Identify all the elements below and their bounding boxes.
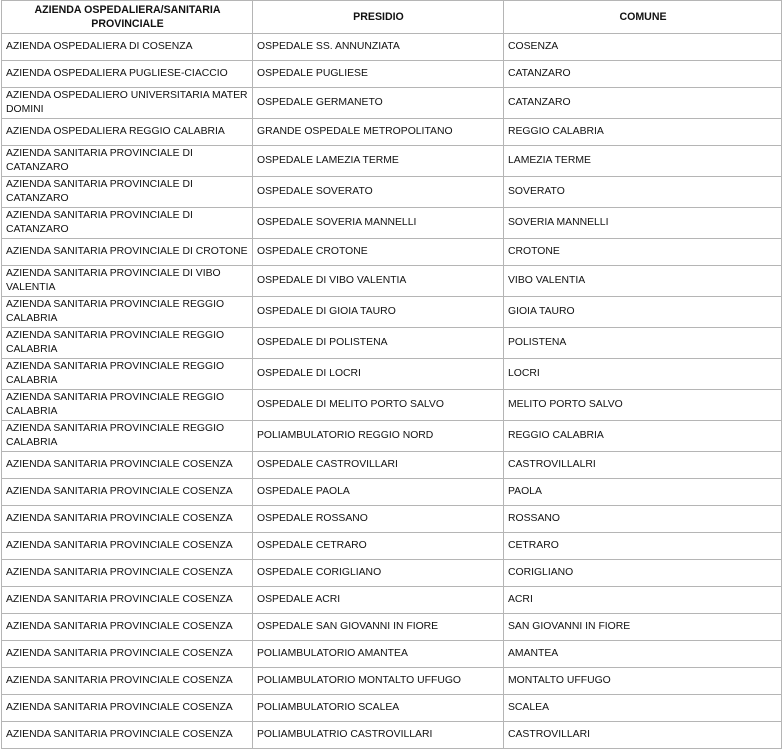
cell-azienda: AZIENDA SANITARIA PROVINCIALE COSENZA bbox=[2, 641, 253, 668]
cell-presidio: OSPEDALE DI LOCRI bbox=[253, 359, 504, 390]
table-row bbox=[2, 328, 782, 359]
table-row bbox=[2, 695, 782, 722]
cell-presidio: POLIAMBULATORIO SCALEA bbox=[253, 695, 504, 722]
table-row bbox=[2, 239, 782, 266]
cell-azienda: AZIENDA SANITARIA PROVINCIALE COSENZA bbox=[2, 560, 253, 587]
table-row bbox=[2, 34, 782, 61]
table-row bbox=[2, 421, 782, 452]
cell-presidio: POLIAMBULATORIO REGGIO NORD bbox=[253, 421, 504, 452]
cell-comune: CASTROVILLALRI bbox=[504, 452, 782, 479]
table-row bbox=[2, 390, 782, 421]
cell-azienda: AZIENDA SANITARIA PROVINCIALE COSENZA bbox=[2, 668, 253, 695]
cell-presidio: OSPEDALE SOVERATO bbox=[253, 177, 504, 208]
hospital-table bbox=[1, 0, 782, 749]
cell-presidio: POLIAMBULATRIO CASTROVILLARI bbox=[253, 722, 504, 749]
table-row bbox=[2, 452, 782, 479]
cell-azienda: AZIENDA SANITARIA PROVINCIALE DI CATANZARO bbox=[2, 146, 253, 177]
cell-comune: ROSSANO bbox=[504, 506, 782, 533]
cell-comune: COSENZA bbox=[504, 34, 782, 61]
cell-comune: CROTONE bbox=[504, 239, 782, 266]
cell-presidio: GRANDE OSPEDALE METROPOLITANO bbox=[253, 119, 504, 146]
table-header-row bbox=[2, 1, 782, 34]
cell-azienda: AZIENDA SANITARIA PROVINCIALE DI CATANZARO bbox=[2, 208, 253, 239]
cell-azienda: AZIENDA SANITARIA PROVINCIALE DI CATANZARO bbox=[2, 177, 253, 208]
cell-comune: CASTROVILLARI bbox=[504, 722, 782, 749]
cell-comune: MONTALTO UFFUGO bbox=[504, 668, 782, 695]
table-row bbox=[2, 119, 782, 146]
cell-comune: SOVERIA MANNELLI bbox=[504, 208, 782, 239]
cell-azienda: AZIENDA SANITARIA PROVINCIALE COSENZA bbox=[2, 533, 253, 560]
table-row bbox=[2, 614, 782, 641]
cell-presidio: OSPEDALE CORIGLIANO bbox=[253, 560, 504, 587]
cell-presidio: OSPEDALE CASTROVILLARI bbox=[253, 452, 504, 479]
header-azienda: AZIENDA OSPEDALIERA/SANITARIA PROVINCIALE bbox=[2, 1, 253, 34]
cell-azienda: AZIENDA SANITARIA PROVINCIALE REGGIO CALABRIA bbox=[2, 359, 253, 390]
cell-presidio: OSPEDALE PAOLA bbox=[253, 479, 504, 506]
cell-comune: REGGIO CALABRIA bbox=[504, 119, 782, 146]
cell-comune: SAN GIOVANNI IN FIORE bbox=[504, 614, 782, 641]
table-row bbox=[2, 208, 782, 239]
cell-presidio: OSPEDALE PUGLIESE bbox=[253, 61, 504, 88]
table-row bbox=[2, 359, 782, 390]
cell-comune: MELITO PORTO SALVO bbox=[504, 390, 782, 421]
cell-azienda: AZIENDA SANITARIA PROVINCIALE COSENZA bbox=[2, 614, 253, 641]
cell-comune: SCALEA bbox=[504, 695, 782, 722]
cell-azienda: AZIENDA SANITARIA PROVINCIALE COSENZA bbox=[2, 452, 253, 479]
cell-presidio: OSPEDALE LAMEZIA TERME bbox=[253, 146, 504, 177]
cell-comune: CATANZARO bbox=[504, 88, 782, 119]
header-comune: COMUNE bbox=[504, 1, 782, 34]
cell-presidio: OSPEDALE DI GIOIA TAURO bbox=[253, 297, 504, 328]
cell-presidio: OSPEDALE DI POLISTENA bbox=[253, 328, 504, 359]
cell-azienda: AZIENDA SANITARIA PROVINCIALE REGGIO CALABRIA bbox=[2, 390, 253, 421]
table-row bbox=[2, 506, 782, 533]
cell-comune: CATANZARO bbox=[504, 61, 782, 88]
cell-comune: VIBO VALENTIA bbox=[504, 266, 782, 297]
cell-presidio: OSPEDALE SOVERIA MANNELLI bbox=[253, 208, 504, 239]
cell-azienda: AZIENDA SANITARIA PROVINCIALE REGGIO CALABRIA bbox=[2, 421, 253, 452]
cell-azienda: AZIENDA OSPEDALIERO UNIVERSITARIA MATER DOMINI bbox=[2, 88, 253, 119]
table-row bbox=[2, 560, 782, 587]
cell-azienda: AZIENDA SANITARIA PROVINCIALE COSENZA bbox=[2, 722, 253, 749]
cell-presidio: OSPEDALE ROSSANO bbox=[253, 506, 504, 533]
cell-azienda: AZIENDA OSPEDALIERA DI COSENZA bbox=[2, 34, 253, 61]
cell-presidio: OSPEDALE CETRARO bbox=[253, 533, 504, 560]
cell-azienda: AZIENDA SANITARIA PROVINCIALE COSENZA bbox=[2, 506, 253, 533]
cell-azienda: AZIENDA SANITARIA PROVINCIALE COSENZA bbox=[2, 587, 253, 614]
cell-presidio: OSPEDALE SS. ANNUNZIATA bbox=[253, 34, 504, 61]
cell-comune: GIOIA TAURO bbox=[504, 297, 782, 328]
cell-presidio: OSPEDALE SAN GIOVANNI IN FIORE bbox=[253, 614, 504, 641]
table-row bbox=[2, 146, 782, 177]
cell-comune: PAOLA bbox=[504, 479, 782, 506]
cell-comune: LAMEZIA TERME bbox=[504, 146, 782, 177]
table-row bbox=[2, 722, 782, 749]
cell-azienda: AZIENDA SANITARIA PROVINCIALE DI CROTONE bbox=[2, 239, 253, 266]
table-row bbox=[2, 479, 782, 506]
table-body bbox=[2, 34, 782, 749]
cell-comune: CETRARO bbox=[504, 533, 782, 560]
cell-comune: REGGIO CALABRIA bbox=[504, 421, 782, 452]
cell-comune: ACRI bbox=[504, 587, 782, 614]
cell-presidio: POLIAMBULATORIO MONTALTO UFFUGO bbox=[253, 668, 504, 695]
table-row bbox=[2, 641, 782, 668]
cell-azienda: AZIENDA OSPEDALIERA PUGLIESE-CIACCIO bbox=[2, 61, 253, 88]
cell-azienda: AZIENDA SANITARIA PROVINCIALE REGGIO CALABRIA bbox=[2, 297, 253, 328]
cell-presidio: OSPEDALE CROTONE bbox=[253, 239, 504, 266]
cell-azienda: AZIENDA OSPEDALIERA REGGIO CALABRIA bbox=[2, 119, 253, 146]
cell-presidio: POLIAMBULATORIO AMANTEA bbox=[253, 641, 504, 668]
table-row bbox=[2, 266, 782, 297]
table-row bbox=[2, 61, 782, 88]
cell-presidio: OSPEDALE DI VIBO VALENTIA bbox=[253, 266, 504, 297]
cell-comune: AMANTEA bbox=[504, 641, 782, 668]
cell-comune: CORIGLIANO bbox=[504, 560, 782, 587]
cell-presidio: OSPEDALE ACRI bbox=[253, 587, 504, 614]
cell-azienda: AZIENDA SANITARIA PROVINCIALE COSENZA bbox=[2, 479, 253, 506]
table-row bbox=[2, 587, 782, 614]
header-presidio: PRESIDIO bbox=[253, 1, 504, 34]
table-row bbox=[2, 177, 782, 208]
table-row bbox=[2, 668, 782, 695]
table-row bbox=[2, 297, 782, 328]
table-row bbox=[2, 88, 782, 119]
cell-presidio: OSPEDALE DI MELITO PORTO SALVO bbox=[253, 390, 504, 421]
cell-comune: POLISTENA bbox=[504, 328, 782, 359]
cell-azienda: AZIENDA SANITARIA PROVINCIALE COSENZA bbox=[2, 695, 253, 722]
cell-presidio: OSPEDALE GERMANETO bbox=[253, 88, 504, 119]
table-row bbox=[2, 533, 782, 560]
cell-azienda: AZIENDA SANITARIA PROVINCIALE DI VIBO VALENTIA bbox=[2, 266, 253, 297]
cell-comune: LOCRI bbox=[504, 359, 782, 390]
cell-azienda: AZIENDA SANITARIA PROVINCIALE REGGIO CALABRIA bbox=[2, 328, 253, 359]
cell-comune: SOVERATO bbox=[504, 177, 782, 208]
